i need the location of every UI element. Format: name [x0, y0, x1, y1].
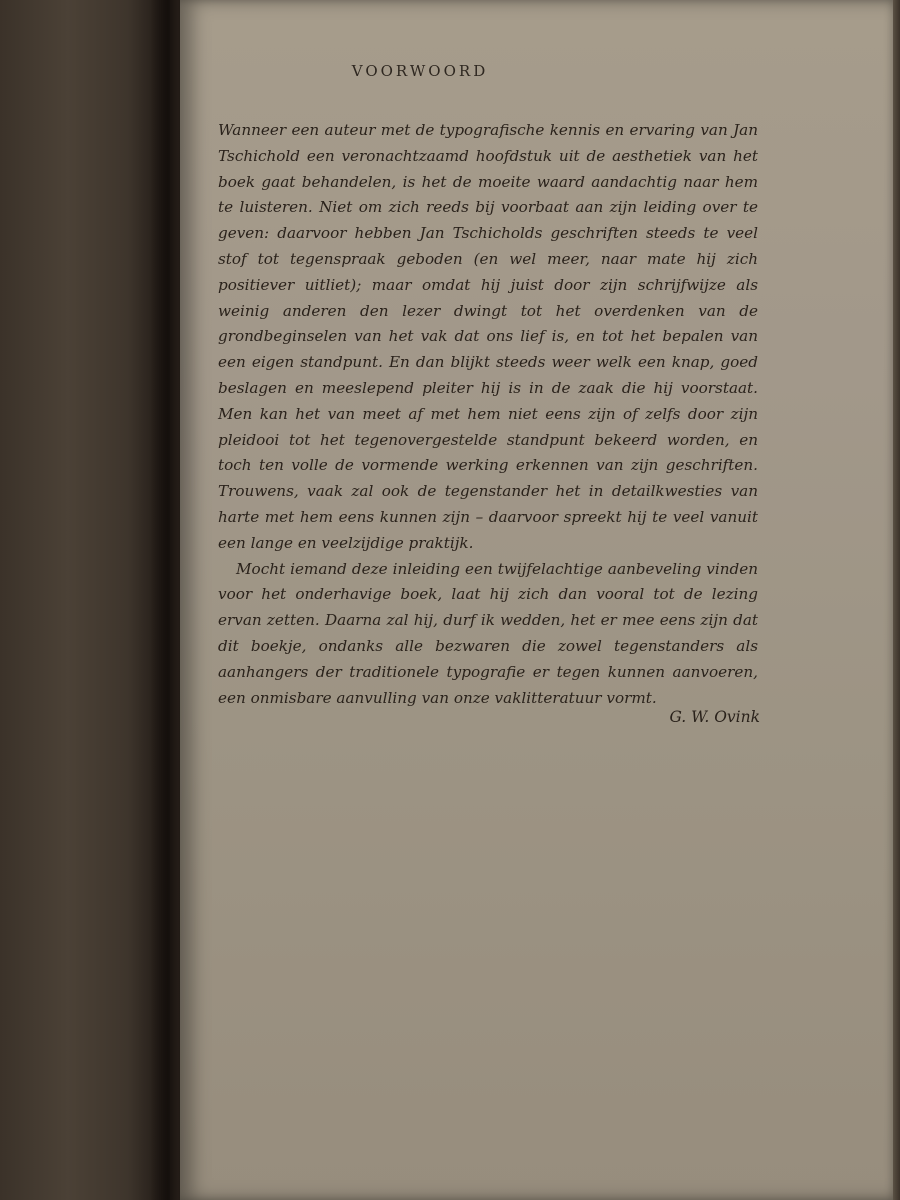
paragraph-1: Wanneer een auteur met de typografische kennis en ervaring van Jan Tschichold een veronachtzaamd hoofdstuk uit de aesthetiek van het boek gaat behandelen, is het de moeite waard aandachtig naar hem te luisteren. Niet om zich reeds bij voorbaat aan zijn leiding over te geven: daarvoor hebben Jan Tschicholds geschriften steeds te veel stof tot tegenspraak geboden (en wel meer, naar mate hij zich positiever uitliet); maar omdat hij juist door zijn schrijfwijze als weinig anderen den lezer dwingt tot het overdenken van de grondbeginselen van het vak dat ons lief is, en tot het bepalen van een eigen standpunt. En dan blijkt steeds weer welk een knap, goed beslagen en meeslepend pleiter hij is in de zaak die hij voorstaat. Men kan het van meet af met hem niet eens zijn of zelfs door zijn pleidooi tot het tegenovergestelde standpunt bekeerd worden, en toch ten volle de vormende werking erkennen van zijn geschriften. Trouwens, vaak zal ook de tegenstander het in detailkwesties van harte met hem eens kunnen zijn – daarvoor spreekt hij te veel vanuit een lange en veelzijdige praktijk.: [218, 121, 758, 552]
paragraph-2: Mocht iemand deze inleiding een twijfelachtige aanbeveling vinden voor het onderhavige boek, laat hij zich dan vooral tot de lezing ervan zetten. Daarna zal hij, durf ik wedden, het er mee eens zijn dat dit boekje, ondanks alle bezwaren die zowel tegenstanders als aanhangers der traditionele typografie er tegen kunnen aanvoeren, een onmisbare aanvulling van onze vaklitteratuur vormt.: [218, 559, 758, 707]
left-page: [0, 0, 170, 1200]
page-edge: [893, 0, 900, 1200]
author-signature: G. W. Ovink: [669, 708, 760, 726]
body-text: [218, 118, 758, 711]
page-heading: VOORWOORD: [351, 62, 489, 80]
